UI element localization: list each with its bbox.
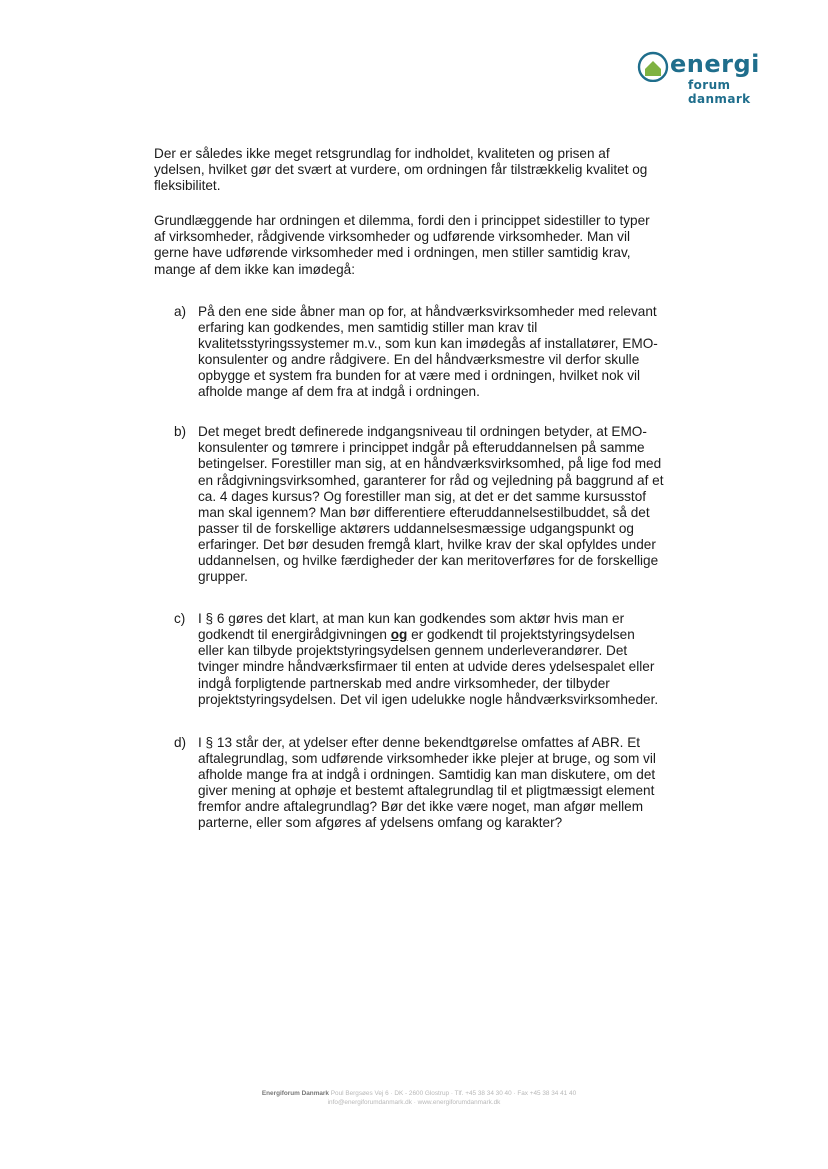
list-item-d: [154, 735, 664, 832]
company-logo: [636, 48, 786, 106]
letter-body: [154, 146, 664, 831]
list-item-text-part1: I § 6 gøres det klart, at man kun kan godkendes som aktør hvis man er godkendt til energirådgivningen: [198, 611, 625, 643]
list-marker: c): [174, 611, 186, 627]
emphasized-word: og: [390, 627, 408, 643]
list-marker: d): [174, 734, 187, 750]
logo-mark-icon: [636, 48, 670, 82]
list-item-text: I § 13 står der, at ydelser efter denne bekendtgørelse omfattes af ABR. Et aftalegrundlag, som udførende virksomheder ikke plejer at bruge, og som vil afholde mange fra at indgå i ordningen. Samtidig kan man diskutere, om det giver mening at ophøje et bestemt aftalegrundlag til et pligtmæssigt element fremfor andre aftalegrundlag? Bør det ikke være noget, man afgør mellem parterne, eller som afgøres af ydelsens omfang og karakter?: [198, 734, 656, 831]
page-footer: [0, 1089, 828, 1107]
intro-paragraph-1: Der er således ikke meget retsgrundlag for indholdet, kvaliteten og prisen af ydelsen, hvilket gør det svært at vurdere, om ordningen får tilstrækkelig kvalitet og fleksibilitet.: [154, 146, 648, 194]
footer-org-name: Energiforum Danmark: [261, 1090, 329, 1097]
logo-subtitle: forum danmark: [688, 78, 751, 106]
list-item-a: [154, 304, 664, 401]
list-item-c: [154, 611, 664, 708]
logo-wordmark: energi: [670, 50, 760, 78]
list-item-text: På den ene side åbner man op for, at håndværksvirksomheder med relevant erfaring kan godkendes, men samtidig stiller man krav til kvalitetsstyringssystemer m.v., som kun kan imødegås af installatører, EMO-konsulenter og andre rådgivere. En del håndværksmestre vil derfor skulle opbygge et system fra bunden for at være med i ordningen, hvilket nok vil afholde mange af dem fra at indgå i ordningen.: [198, 303, 658, 400]
list-item-text: Det meget bredt definerede indgangsniveau til ordningen betyder, at EMO-konsulenter og tømrere i princippet indgår på efteruddannelsen på samme betingelser. Forestiller man sig, at en håndværksvirksomhed, på lige fod med en rådgivningsvirksomhed, garanterer for råd og vejledning på baggrund af et ca. 4 dages kursus? Og forestiller man sig, at det er det samme kursusstof man skal igennem? Man bør differentiere efteruddannelsestilbuddet, så det passer til de forskellige aktørers uddannelsesmæssige udgangspunkt og erfaringer. Det bør desuden fremgå klart, hvilke krav der skal opfyldes under uddannelsen, og hvilke færdigheder der kan meritoverføres for de forskellige grupper.: [198, 424, 664, 585]
list-item-text-part2: er godkendt til projektstyringsydelsen eller kan tilbyde projektstyringsydelsen gennem underleverandører. Det tvinger mindre håndværksfirmaer til enten at udvide deres ydelsespalet eller indgå forpligtende partnerskab med andre virksomheder, der tilbyder projektstyringsydelsen. Det vil igen udelukke nogle håndværksvirksomheder.: [198, 627, 659, 707]
footer-address: Poul Bergsøes Vej 6 · DK - 2600 Glostrup · Tlf. +45 38 34 30 40 · Fax +45 38 34 41 40: [330, 1090, 577, 1097]
list-marker: a): [174, 303, 187, 319]
list-marker: b): [174, 424, 187, 440]
intro-paragraph-2: Grundlæggende har ordningen et dilemma, fordi den i princippet sidestiller to typer af virksomheder, rådgivende virksomheder og udførende virksomheder. Man vil gerne have udførende virksomheder med i ordningen, men stiller samtidig krav, mange af dem ikke kan imødegå:: [154, 213, 650, 277]
footer-contact: info@energiforumdanmark.dk · www.energiforumdanmark.dk: [327, 1099, 501, 1106]
list-item-b: [154, 424, 664, 585]
